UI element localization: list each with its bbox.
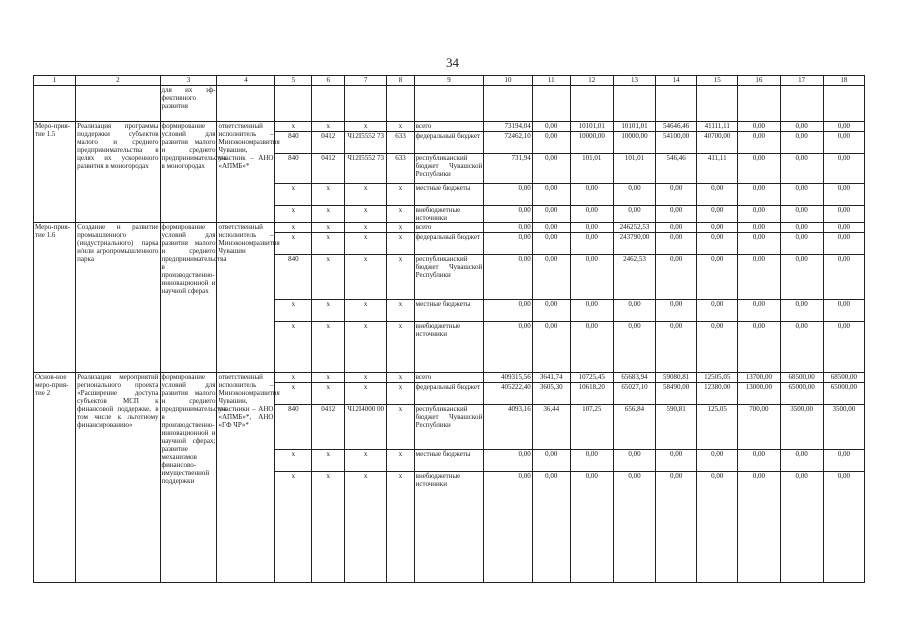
expense-type-code: 633 bbox=[387, 132, 414, 154]
empty-cell bbox=[697, 86, 738, 122]
amount-cell: 590,81 bbox=[656, 405, 697, 450]
grbs-code: x bbox=[275, 383, 312, 405]
amount-cell: 65000,00 bbox=[780, 383, 823, 405]
amount-cell: 0,00 bbox=[780, 450, 823, 472]
col-number: 14 bbox=[656, 76, 697, 86]
amount-cell: 0,00 bbox=[532, 300, 570, 322]
responsible-executor: ответственный исполнитель – Минэкономразвития Чувашии bbox=[217, 223, 275, 373]
amount-cell: 10725,45 bbox=[570, 373, 613, 383]
amount-cell: 0,00 bbox=[738, 132, 780, 154]
amount-cell: 0,00 bbox=[656, 322, 697, 373]
amount-cell: 0,00 bbox=[823, 206, 864, 223]
amount-cell: 12380,00 bbox=[697, 383, 738, 405]
amount-cell: 65027,10 bbox=[613, 383, 655, 405]
measure-name: Меро-прия-тие 1.6 bbox=[34, 223, 76, 373]
amount-cell: 0,00 bbox=[780, 184, 823, 206]
grbs-code: x bbox=[275, 373, 312, 383]
target-article-code: x bbox=[345, 450, 387, 472]
col-number: 16 bbox=[738, 76, 780, 86]
amount-cell: 0,00 bbox=[532, 154, 570, 184]
empty-cell bbox=[34, 86, 76, 122]
empty-cell bbox=[780, 86, 823, 122]
amount-cell: 0,00 bbox=[656, 300, 697, 322]
amount-cell: 411,11 bbox=[697, 154, 738, 184]
col-number: 9 bbox=[414, 76, 484, 86]
measure-name: Меро-прия-тие 1.5 bbox=[34, 122, 76, 223]
amount-cell: 0,00 bbox=[738, 206, 780, 223]
amount-cell: 0,00 bbox=[823, 184, 864, 206]
funding-source: местные бюджеты bbox=[414, 184, 484, 206]
col-number: 15 bbox=[697, 76, 738, 86]
amount-cell: 0,00 bbox=[738, 450, 780, 472]
responsible-executor: ответственный исполнитель – Минэкономразвития Чувашии, участники – АНО «АПМБ»*, АНО «ГФ ЧР»* bbox=[217, 373, 275, 583]
amount-cell: 0,00 bbox=[613, 206, 655, 223]
grbs-code: x bbox=[275, 184, 312, 206]
amount-cell: 0,00 bbox=[697, 322, 738, 373]
measure-description: Реализация мероприятий регионального проекта «Расширение доступа субъектов МСП к финансовой поддержке, в том числе к льготному финансированию» bbox=[76, 373, 160, 583]
section-code: x bbox=[312, 255, 345, 300]
amount-cell: 65000,00 bbox=[823, 383, 864, 405]
col-number: 4 bbox=[217, 76, 275, 86]
amount-cell: 0,00 bbox=[613, 300, 655, 322]
section-code: x bbox=[312, 450, 345, 472]
amount-cell: 0,00 bbox=[823, 255, 864, 300]
amount-cell: 0,00 bbox=[532, 255, 570, 300]
empty-cell bbox=[387, 86, 414, 122]
amount-cell: 0,00 bbox=[738, 223, 780, 233]
col-number: 7 bbox=[345, 76, 387, 86]
expense-type-code: x bbox=[387, 223, 414, 233]
grbs-code: x bbox=[275, 206, 312, 223]
amount-cell: 3500,00 bbox=[823, 405, 864, 450]
amount-cell: 0,00 bbox=[532, 223, 570, 233]
empty-cell bbox=[312, 86, 345, 122]
empty-cell bbox=[275, 86, 312, 122]
target-article-code: x bbox=[345, 223, 387, 233]
amount-cell: 3641,74 bbox=[532, 373, 570, 383]
amount-cell: 0,00 bbox=[823, 223, 864, 233]
amount-cell: 700,00 bbox=[738, 405, 780, 450]
expense-type-code: x bbox=[387, 233, 414, 255]
amount-cell: 0,00 bbox=[823, 450, 864, 472]
amount-cell: 0,00 bbox=[656, 450, 697, 472]
grbs-code: x bbox=[275, 223, 312, 233]
amount-cell: 0,00 bbox=[738, 233, 780, 255]
amount-cell: 0,00 bbox=[570, 322, 613, 373]
table-row bbox=[34, 223, 865, 233]
funding-source: республиканский бюджет Чувашской Республики bbox=[414, 255, 484, 300]
section-code: x bbox=[312, 383, 345, 405]
target-article-code: Ч12I5552 73 bbox=[345, 154, 387, 184]
target-article-code: x bbox=[345, 472, 387, 583]
amount-cell: 0,00 bbox=[532, 132, 570, 154]
col-number: 13 bbox=[613, 76, 655, 86]
funding-source: внебюджетные источники bbox=[414, 206, 484, 223]
amount-cell: 13000,00 bbox=[738, 383, 780, 405]
grbs-code: x bbox=[275, 233, 312, 255]
amount-cell: 0,00 bbox=[697, 300, 738, 322]
amount-cell: 40700,00 bbox=[697, 132, 738, 154]
amount-cell: 101,01 bbox=[613, 154, 655, 184]
amount-cell: 546,46 bbox=[656, 154, 697, 184]
target-article-code: x bbox=[345, 233, 387, 255]
amount-cell: 0,00 bbox=[780, 300, 823, 322]
amount-cell: 656,84 bbox=[613, 405, 655, 450]
amount-cell: 0,00 bbox=[656, 255, 697, 300]
funding-source: республиканский бюджет Чувашской Республики bbox=[414, 405, 484, 450]
amount-cell: 0,00 bbox=[484, 223, 533, 233]
amount-cell: 0,00 bbox=[570, 300, 613, 322]
expense-type-code: 633 bbox=[387, 154, 414, 184]
amount-cell: 0,00 bbox=[656, 472, 697, 583]
expense-type-code: x bbox=[387, 206, 414, 223]
amount-cell: 0,00 bbox=[780, 322, 823, 373]
grbs-code: 840 bbox=[275, 154, 312, 184]
section-code: x bbox=[312, 184, 345, 206]
section-code: x bbox=[312, 122, 345, 132]
col-number: 5 bbox=[275, 76, 312, 86]
amount-cell: 72462,10 bbox=[484, 132, 533, 154]
empty-cell bbox=[823, 86, 864, 122]
section-code: 0412 bbox=[312, 154, 345, 184]
amount-cell: 0,00 bbox=[780, 233, 823, 255]
amount-cell: 0,00 bbox=[738, 300, 780, 322]
empty-cell bbox=[613, 86, 655, 122]
amount-cell: 0,00 bbox=[613, 450, 655, 472]
expense-type-code: x bbox=[387, 255, 414, 300]
table-body bbox=[34, 76, 865, 583]
budget-table bbox=[33, 75, 865, 583]
amount-cell: 0,00 bbox=[656, 184, 697, 206]
amount-cell: 0,00 bbox=[697, 472, 738, 583]
continuation-row bbox=[34, 86, 865, 122]
amount-cell: 0,00 bbox=[484, 472, 533, 583]
amount-cell: 409315,56 bbox=[484, 373, 533, 383]
col-number: 1 bbox=[34, 76, 76, 86]
target-article-code: x bbox=[345, 122, 387, 132]
col-number: 18 bbox=[823, 76, 864, 86]
expense-type-code: x bbox=[387, 383, 414, 405]
funding-source: всего bbox=[414, 122, 484, 132]
amount-cell: 68500,00 bbox=[823, 373, 864, 383]
amount-cell: 0,00 bbox=[613, 472, 655, 583]
amount-cell: 0,00 bbox=[570, 255, 613, 300]
amount-cell: 0,00 bbox=[697, 233, 738, 255]
target-article-code: x bbox=[345, 322, 387, 373]
amount-cell: 0,00 bbox=[484, 300, 533, 322]
amount-cell: 10101,01 bbox=[613, 122, 655, 132]
amount-cell: 0,00 bbox=[484, 255, 533, 300]
measure-goal: формирование условий для развития малого и среднего предпринимательства в моногородах bbox=[160, 122, 217, 223]
empty-cell bbox=[345, 86, 387, 122]
amount-cell: 0,00 bbox=[697, 255, 738, 300]
empty-cell bbox=[532, 86, 570, 122]
measure-description: Создание и развитие промышленного (индустриального) парка и/или агропромышленного парка bbox=[76, 223, 160, 373]
funding-source: внебюджетные источники bbox=[414, 322, 484, 373]
amount-cell: 68500,00 bbox=[780, 373, 823, 383]
section-code: x bbox=[312, 223, 345, 233]
amount-cell: 0,00 bbox=[484, 184, 533, 206]
funding-source: федеральный бюджет bbox=[414, 383, 484, 405]
amount-cell: 0,00 bbox=[738, 122, 780, 132]
table-row bbox=[34, 122, 865, 132]
amount-cell: 0,00 bbox=[656, 223, 697, 233]
grbs-code: 840 bbox=[275, 255, 312, 300]
amount-cell: 36,44 bbox=[532, 405, 570, 450]
funding-source: федеральный бюджет bbox=[414, 132, 484, 154]
col-number: 17 bbox=[780, 76, 823, 86]
table-row bbox=[34, 373, 865, 383]
amount-cell: 12505,05 bbox=[697, 373, 738, 383]
amount-cell: 41111,11 bbox=[697, 122, 738, 132]
section-code: x bbox=[312, 233, 345, 255]
funding-source: всего bbox=[414, 223, 484, 233]
target-article-code: x bbox=[345, 300, 387, 322]
amount-cell: 246252,53 bbox=[613, 223, 655, 233]
amount-cell: 0,00 bbox=[697, 450, 738, 472]
empty-cell bbox=[414, 86, 484, 122]
amount-cell: 0,00 bbox=[484, 206, 533, 223]
expense-type-code: x bbox=[387, 184, 414, 206]
amount-cell: 4093,16 bbox=[484, 405, 533, 450]
amount-cell: 0,00 bbox=[570, 450, 613, 472]
measure-description: Реализация программы поддержки субъектов малого и среднего предпринимательства в целях их ускоренного развития в моногородах bbox=[76, 122, 160, 223]
amount-cell: 73194,04 bbox=[484, 122, 533, 132]
section-code: 0412 bbox=[312, 405, 345, 450]
grbs-code: x bbox=[275, 322, 312, 373]
amount-cell: 0,00 bbox=[780, 132, 823, 154]
target-article-code: Ч12I4000 00 bbox=[345, 405, 387, 450]
amount-cell: 0,00 bbox=[823, 122, 864, 132]
col-number: 10 bbox=[484, 76, 533, 86]
amount-cell: 0,00 bbox=[738, 154, 780, 184]
funding-source: республиканский бюджет Чувашской Республики bbox=[414, 154, 484, 184]
amount-cell: 0,00 bbox=[613, 322, 655, 373]
amount-cell: 0,00 bbox=[532, 184, 570, 206]
expense-type-code: x bbox=[387, 450, 414, 472]
section-code: x bbox=[312, 322, 345, 373]
target-article-code: x bbox=[345, 373, 387, 383]
grbs-code: x bbox=[275, 450, 312, 472]
empty-cell bbox=[484, 86, 533, 122]
amount-cell: 0,00 bbox=[780, 472, 823, 583]
amount-cell: 54100,00 bbox=[656, 132, 697, 154]
amount-cell: 125,05 bbox=[697, 405, 738, 450]
funding-source: местные бюджеты bbox=[414, 450, 484, 472]
col-number: 8 bbox=[387, 76, 414, 86]
amount-cell: 2462,53 bbox=[613, 255, 655, 300]
funding-source: внебюджетные источники bbox=[414, 472, 484, 583]
section-code: x bbox=[312, 373, 345, 383]
amount-cell: 405222,40 bbox=[484, 383, 533, 405]
col-number: 6 bbox=[312, 76, 345, 86]
amount-cell: 0,00 bbox=[532, 450, 570, 472]
amount-cell: 0,00 bbox=[738, 472, 780, 583]
expense-type-code: x bbox=[387, 373, 414, 383]
amount-cell: 0,00 bbox=[780, 154, 823, 184]
amount-cell: 13700,00 bbox=[738, 373, 780, 383]
amount-cell: 0,00 bbox=[823, 154, 864, 184]
header-row bbox=[34, 76, 865, 86]
grbs-code: x bbox=[275, 122, 312, 132]
empty-cell bbox=[570, 86, 613, 122]
amount-cell: 0,00 bbox=[570, 233, 613, 255]
responsible-executor: ответственный исполнитель – Минэкономразвития Чувашии, участник – АНО «АПМБ»* bbox=[217, 122, 275, 223]
amount-cell: 243790,00 bbox=[613, 233, 655, 255]
measure-goal: формирование условий для развития малого и среднего предпринимательства в производственно-инновационной и научной сферах; развитие механизмов финансово-имущественной поддержки bbox=[160, 373, 217, 583]
amount-cell: 0,00 bbox=[697, 223, 738, 233]
amount-cell: 0,00 bbox=[823, 322, 864, 373]
target-article-code: x bbox=[345, 184, 387, 206]
expense-type-code: x bbox=[387, 405, 414, 450]
amount-cell: 0,00 bbox=[780, 122, 823, 132]
expense-type-code: x bbox=[387, 322, 414, 373]
amount-cell: 107,25 bbox=[570, 405, 613, 450]
section-code: x bbox=[312, 206, 345, 223]
amount-cell: 731,94 bbox=[484, 154, 533, 184]
amount-cell: 0,00 bbox=[532, 206, 570, 223]
amount-cell: 58490,00 bbox=[656, 383, 697, 405]
grbs-code: x bbox=[275, 300, 312, 322]
amount-cell: 101,01 bbox=[570, 154, 613, 184]
amount-cell: 0,00 bbox=[738, 322, 780, 373]
amount-cell: 0,00 bbox=[780, 255, 823, 300]
col-number: 11 bbox=[532, 76, 570, 86]
amount-cell: 0,00 bbox=[738, 255, 780, 300]
amount-cell: 3500,00 bbox=[780, 405, 823, 450]
section-code: x bbox=[312, 300, 345, 322]
amount-cell: 0,00 bbox=[484, 322, 533, 373]
funding-source: всего bbox=[414, 373, 484, 383]
target-article-code: x bbox=[345, 383, 387, 405]
amount-cell: 10000,00 bbox=[570, 132, 613, 154]
amount-cell: 0,00 bbox=[780, 206, 823, 223]
amount-cell: 0,00 bbox=[613, 184, 655, 206]
expense-type-code: x bbox=[387, 472, 414, 583]
amount-cell: 0,00 bbox=[780, 223, 823, 233]
amount-cell: 10000,00 bbox=[613, 132, 655, 154]
empty-cell bbox=[656, 86, 697, 122]
empty-cell bbox=[738, 86, 780, 122]
amount-cell: 0,00 bbox=[532, 233, 570, 255]
section-code: x bbox=[312, 472, 345, 583]
amount-cell: 10618,20 bbox=[570, 383, 613, 405]
amount-cell: 0,00 bbox=[570, 223, 613, 233]
amount-cell: 0,00 bbox=[532, 472, 570, 583]
target-article-code: x bbox=[345, 206, 387, 223]
col-number: 2 bbox=[76, 76, 160, 86]
grbs-code: 840 bbox=[275, 132, 312, 154]
section-code: 0412 bbox=[312, 132, 345, 154]
amount-cell: 0,00 bbox=[823, 472, 864, 583]
continuation-text: для их эф-фективного развития bbox=[160, 86, 217, 122]
target-article-code: Ч12I5552 73 bbox=[345, 132, 387, 154]
amount-cell: 0,00 bbox=[570, 184, 613, 206]
amount-cell: 10101,01 bbox=[570, 122, 613, 132]
target-article-code: x bbox=[345, 255, 387, 300]
amount-cell: 0,00 bbox=[656, 233, 697, 255]
amount-cell: 0,00 bbox=[570, 206, 613, 223]
page-number: 34 bbox=[446, 55, 459, 70]
amount-cell: 65683,94 bbox=[613, 373, 655, 383]
col-number: 12 bbox=[570, 76, 613, 86]
amount-cell: 0,00 bbox=[823, 132, 864, 154]
amount-cell: 0,00 bbox=[484, 233, 533, 255]
amount-cell: 0,00 bbox=[656, 206, 697, 223]
grbs-code: x bbox=[275, 472, 312, 583]
empty-cell bbox=[76, 86, 160, 122]
amount-cell: 59080,81 bbox=[656, 373, 697, 383]
amount-cell: 0,00 bbox=[738, 184, 780, 206]
measure-name: Основ-ное меро-прия-тие 2 bbox=[34, 373, 76, 583]
expense-type-code: x bbox=[387, 122, 414, 132]
col-number: 3 bbox=[160, 76, 217, 86]
amount-cell: 0,00 bbox=[570, 472, 613, 583]
funding-source: федеральный бюджет bbox=[414, 233, 484, 255]
amount-cell: 0,00 bbox=[823, 233, 864, 255]
amount-cell: 0,00 bbox=[484, 450, 533, 472]
amount-cell: 54646,46 bbox=[656, 122, 697, 132]
amount-cell: 0,00 bbox=[532, 122, 570, 132]
measure-goal: формирование условий для развития малого и среднего предпринимательства в производственно-инновационной и научной сферах bbox=[160, 223, 217, 373]
expense-type-code: x bbox=[387, 300, 414, 322]
amount-cell: 3605,30 bbox=[532, 383, 570, 405]
amount-cell: 0,00 bbox=[532, 322, 570, 373]
grbs-code: 840 bbox=[275, 405, 312, 450]
amount-cell: 0,00 bbox=[823, 300, 864, 322]
amount-cell: 0,00 bbox=[697, 206, 738, 223]
funding-source: местные бюджеты bbox=[414, 300, 484, 322]
amount-cell: 0,00 bbox=[697, 184, 738, 206]
empty-cell bbox=[217, 86, 275, 122]
